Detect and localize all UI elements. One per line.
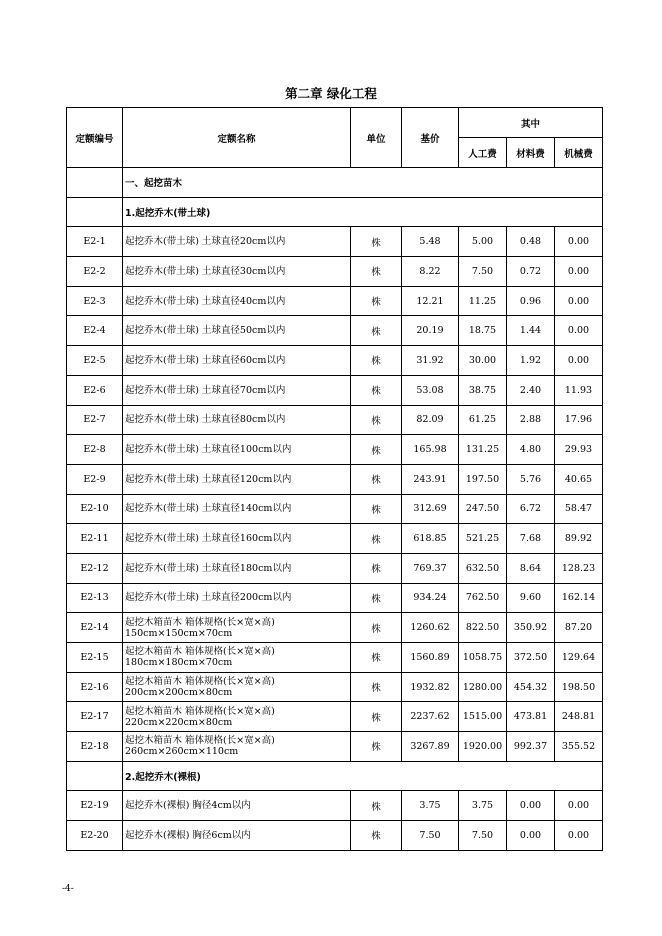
table-row: [67, 702, 603, 732]
unit: 株: [351, 346, 402, 376]
table-row: [67, 583, 603, 613]
quota-name: [123, 791, 351, 821]
table-row: [67, 613, 603, 643]
machine-cost: 29.93: [555, 435, 603, 465]
material-cost: 7.68: [507, 524, 555, 554]
subsection-title: 1.起挖乔木(带土球): [123, 197, 603, 227]
machine-cost: 0.00: [555, 227, 603, 257]
base-price: 3.75: [402, 791, 459, 821]
quota-code: E2-16: [67, 672, 123, 702]
quota-code: E2-19: [67, 791, 123, 821]
table-row: [67, 672, 603, 702]
unit: 株: [351, 821, 402, 851]
empty-code-cell: [67, 168, 123, 198]
unit: 株: [351, 553, 402, 583]
quota-name: [123, 286, 351, 316]
quota-name-line: 起挖乔木(裸根) 胸径4cm以内: [125, 800, 251, 812]
labor-cost: 1058.75: [459, 643, 507, 673]
material-cost: 0.00: [507, 791, 555, 821]
quota-name-line: 起挖木箱苗木 箱体规格(长×宽×高): [125, 676, 275, 688]
base-price: 53.08: [402, 375, 459, 405]
table-row: [67, 375, 603, 405]
labor-cost: 38.75: [459, 375, 507, 405]
material-cost: 0.72: [507, 257, 555, 287]
quota-name: [123, 672, 351, 702]
machine-cost: 198.50: [555, 672, 603, 702]
quota-name-line: 起挖乔木(裸根) 胸径6cm以内: [125, 829, 251, 841]
unit: 株: [351, 257, 402, 287]
quota-code: E2-17: [67, 702, 123, 732]
subsection-title: 2.起挖乔木(裸根): [123, 761, 603, 791]
table-row: [67, 524, 603, 554]
table-row: [67, 257, 603, 287]
material-cost: 6.72: [507, 494, 555, 524]
material-cost: 8.64: [507, 553, 555, 583]
quota-name-line: 起挖乔木(带土球) 土球直径120cm以内: [125, 473, 292, 485]
base-price: 618.85: [402, 524, 459, 554]
material-cost: 2.40: [507, 375, 555, 405]
base-price: 7.50: [402, 821, 459, 851]
empty-code-cell: [67, 197, 123, 227]
base-price: 312.69: [402, 494, 459, 524]
quota-name-spec: 220cm×220cm×80cm: [125, 716, 233, 728]
machine-cost: 40.65: [555, 464, 603, 494]
quota-code: E2-2: [67, 257, 123, 287]
material-cost: 350.92: [507, 613, 555, 643]
quota-name-line: 起挖乔木(带土球) 土球直径60cm以内: [125, 354, 286, 366]
section-title: 一、起挖苗木: [123, 168, 603, 198]
quota-code: E2-5: [67, 346, 123, 376]
quota-code: E2-3: [67, 286, 123, 316]
base-price: 12.21: [402, 286, 459, 316]
quota-code: E2-8: [67, 435, 123, 465]
machine-cost: 0.00: [555, 316, 603, 346]
unit: 株: [351, 375, 402, 405]
base-price: 1560.89: [402, 643, 459, 673]
base-price: 165.98: [402, 435, 459, 465]
table-body: [67, 168, 603, 851]
labor-cost: 197.50: [459, 464, 507, 494]
labor-cost: 61.25: [459, 405, 507, 435]
base-price: 3267.89: [402, 732, 459, 762]
material-cost: 1.92: [507, 346, 555, 376]
base-price: 82.09: [402, 405, 459, 435]
machine-cost: 0.00: [555, 257, 603, 287]
unit: 株: [351, 464, 402, 494]
machine-cost: 0.00: [555, 286, 603, 316]
table-row: [67, 435, 603, 465]
table-row: [67, 553, 603, 583]
quota-name: [123, 702, 351, 732]
quota-name-line: 起挖乔木(带土球) 土球直径80cm以内: [125, 414, 286, 426]
unit: 株: [351, 643, 402, 673]
quota-code: E2-11: [67, 524, 123, 554]
material-cost: 0.96: [507, 286, 555, 316]
quota-name: [123, 524, 351, 554]
machine-cost: 162.14: [555, 583, 603, 613]
unit: 株: [351, 227, 402, 257]
base-price: 1932.82: [402, 672, 459, 702]
machine-cost: 0.00: [555, 821, 603, 851]
labor-cost: 822.50: [459, 613, 507, 643]
unit: 株: [351, 613, 402, 643]
labor-cost: 1280.00: [459, 672, 507, 702]
quota-table: [66, 107, 603, 851]
labor-cost: 632.50: [459, 553, 507, 583]
quota-name: [123, 257, 351, 287]
machine-cost: 355.52: [555, 732, 603, 762]
unit: 株: [351, 316, 402, 346]
header-labor: 人工费: [459, 138, 507, 168]
header-base-price: 基价: [402, 108, 459, 168]
base-price: 31.92: [402, 346, 459, 376]
quota-name: [123, 346, 351, 376]
table-row: [67, 286, 603, 316]
machine-cost: 11.93: [555, 375, 603, 405]
base-price: 8.22: [402, 257, 459, 287]
labor-cost: 1515.00: [459, 702, 507, 732]
machine-cost: 58.47: [555, 494, 603, 524]
base-price: 5.48: [402, 227, 459, 257]
section-row: [67, 761, 603, 791]
base-price: 20.19: [402, 316, 459, 346]
machine-cost: 87.20: [555, 613, 603, 643]
quota-name-line: 起挖乔木(带土球) 土球直径200cm以内: [125, 592, 292, 604]
quota-name-line: 起挖乔木(带土球) 土球直径100cm以内: [125, 444, 292, 456]
quota-name: [123, 316, 351, 346]
quota-name-line: 起挖乔木(带土球) 土球直径20cm以内: [125, 236, 286, 248]
quota-name-line: 起挖木箱苗木 箱体规格(长×宽×高): [125, 705, 275, 717]
base-price: 243.91: [402, 464, 459, 494]
machine-cost: 248.81: [555, 702, 603, 732]
labor-cost: 11.25: [459, 286, 507, 316]
unit: 株: [351, 583, 402, 613]
quota-name: [123, 553, 351, 583]
machine-cost: 0.00: [555, 791, 603, 821]
header-code: 定额编号: [67, 108, 123, 168]
quota-name: [123, 375, 351, 405]
material-cost: 5.76: [507, 464, 555, 494]
quota-code: E2-9: [67, 464, 123, 494]
quota-name-spec: 150cm×150cm×70cm: [125, 627, 233, 639]
unit: 株: [351, 405, 402, 435]
quota-code: E2-13: [67, 583, 123, 613]
table-row: [67, 316, 603, 346]
table-row: [67, 346, 603, 376]
labor-cost: 5.00: [459, 227, 507, 257]
table-row: [67, 494, 603, 524]
quota-name-spec: 260cm×260cm×110cm: [125, 746, 239, 758]
material-cost: 992.37: [507, 732, 555, 762]
labor-cost: 1920.00: [459, 732, 507, 762]
labor-cost: 762.50: [459, 583, 507, 613]
unit: 株: [351, 494, 402, 524]
quota-name-line: 起挖乔木(带土球) 土球直径50cm以内: [125, 325, 286, 337]
machine-cost: 128.23: [555, 553, 603, 583]
material-cost: 2.88: [507, 405, 555, 435]
quota-name: [123, 613, 351, 643]
base-price: 934.24: [402, 583, 459, 613]
quota-code: E2-14: [67, 613, 123, 643]
labor-cost: 131.25: [459, 435, 507, 465]
unit: 株: [351, 791, 402, 821]
quota-name-line: 起挖木箱苗木 箱体规格(长×宽×高): [125, 616, 275, 628]
quota-code: E2-6: [67, 375, 123, 405]
material-cost: 454.32: [507, 672, 555, 702]
table-row: [67, 464, 603, 494]
quota-name: [123, 732, 351, 762]
unit: 株: [351, 732, 402, 762]
quota-name-line: 起挖乔木(带土球) 土球直径40cm以内: [125, 295, 286, 307]
quota-name: [123, 405, 351, 435]
material-cost: 4.80: [507, 435, 555, 465]
quota-name: [123, 435, 351, 465]
header-material: 材料费: [507, 138, 555, 168]
table-row: [67, 821, 603, 851]
header-name: 定额名称: [123, 108, 351, 168]
empty-code-cell: [67, 761, 123, 791]
table-row: [67, 732, 603, 762]
quota-name-line: 起挖乔木(带土球) 土球直径30cm以内: [125, 265, 286, 277]
page-number: -4-: [62, 884, 74, 894]
labor-cost: 30.00: [459, 346, 507, 376]
quota-name: [123, 643, 351, 673]
base-price: 2237.62: [402, 702, 459, 732]
quota-code: E2-12: [67, 553, 123, 583]
section-row: [67, 197, 603, 227]
header-machine: 机械费: [555, 138, 603, 168]
unit: 株: [351, 672, 402, 702]
machine-cost: 129.64: [555, 643, 603, 673]
page-title: 第二章 绿化工程: [285, 86, 377, 101]
quota-name-line: 起挖乔木(带土球) 土球直径70cm以内: [125, 384, 286, 396]
quota-name: [123, 821, 351, 851]
unit: 株: [351, 286, 402, 316]
section-row: [67, 168, 603, 198]
header-unit: 单位: [351, 108, 402, 168]
quota-name-line: 起挖木箱苗木 箱体规格(长×宽×高): [125, 735, 275, 747]
quota-code: E2-4: [67, 316, 123, 346]
quota-name: [123, 464, 351, 494]
quota-code: E2-20: [67, 821, 123, 851]
quota-code: E2-10: [67, 494, 123, 524]
machine-cost: 17.96: [555, 405, 603, 435]
unit: 株: [351, 435, 402, 465]
quota-name-line: 起挖乔木(带土球) 土球直径180cm以内: [125, 562, 292, 574]
quota-name-spec: 200cm×200cm×80cm: [125, 687, 233, 699]
labor-cost: 18.75: [459, 316, 507, 346]
labor-cost: 7.50: [459, 257, 507, 287]
base-price: 1260.62: [402, 613, 459, 643]
quota-code: E2-18: [67, 732, 123, 762]
unit: 株: [351, 524, 402, 554]
quota-name-line: 起挖乔木(带土球) 土球直径140cm以内: [125, 503, 292, 515]
quota-name-spec: 180cm×180cm×70cm: [125, 657, 233, 669]
quota-name: [123, 494, 351, 524]
material-cost: 473.81: [507, 702, 555, 732]
header-of-which: 其中: [459, 108, 603, 138]
labor-cost: 3.75: [459, 791, 507, 821]
material-cost: 0.48: [507, 227, 555, 257]
labor-cost: 521.25: [459, 524, 507, 554]
quota-name: [123, 583, 351, 613]
table-row: [67, 791, 603, 821]
material-cost: 1.44: [507, 316, 555, 346]
machine-cost: 0.00: [555, 346, 603, 376]
material-cost: 9.60: [507, 583, 555, 613]
material-cost: 372.50: [507, 643, 555, 673]
table-row: [67, 405, 603, 435]
quota-name-line: 起挖乔木(带土球) 土球直径160cm以内: [125, 533, 292, 545]
quota-code: E2-15: [67, 643, 123, 673]
table-row: [67, 643, 603, 673]
labor-cost: 7.50: [459, 821, 507, 851]
unit: 株: [351, 702, 402, 732]
material-cost: 0.00: [507, 821, 555, 851]
table-row: [67, 227, 603, 257]
quota-code: E2-1: [67, 227, 123, 257]
quota-name: [123, 227, 351, 257]
quota-name-line: 起挖木箱苗木 箱体规格(长×宽×高): [125, 646, 275, 658]
labor-cost: 247.50: [459, 494, 507, 524]
quota-code: E2-7: [67, 405, 123, 435]
base-price: 769.37: [402, 553, 459, 583]
machine-cost: 89.92: [555, 524, 603, 554]
